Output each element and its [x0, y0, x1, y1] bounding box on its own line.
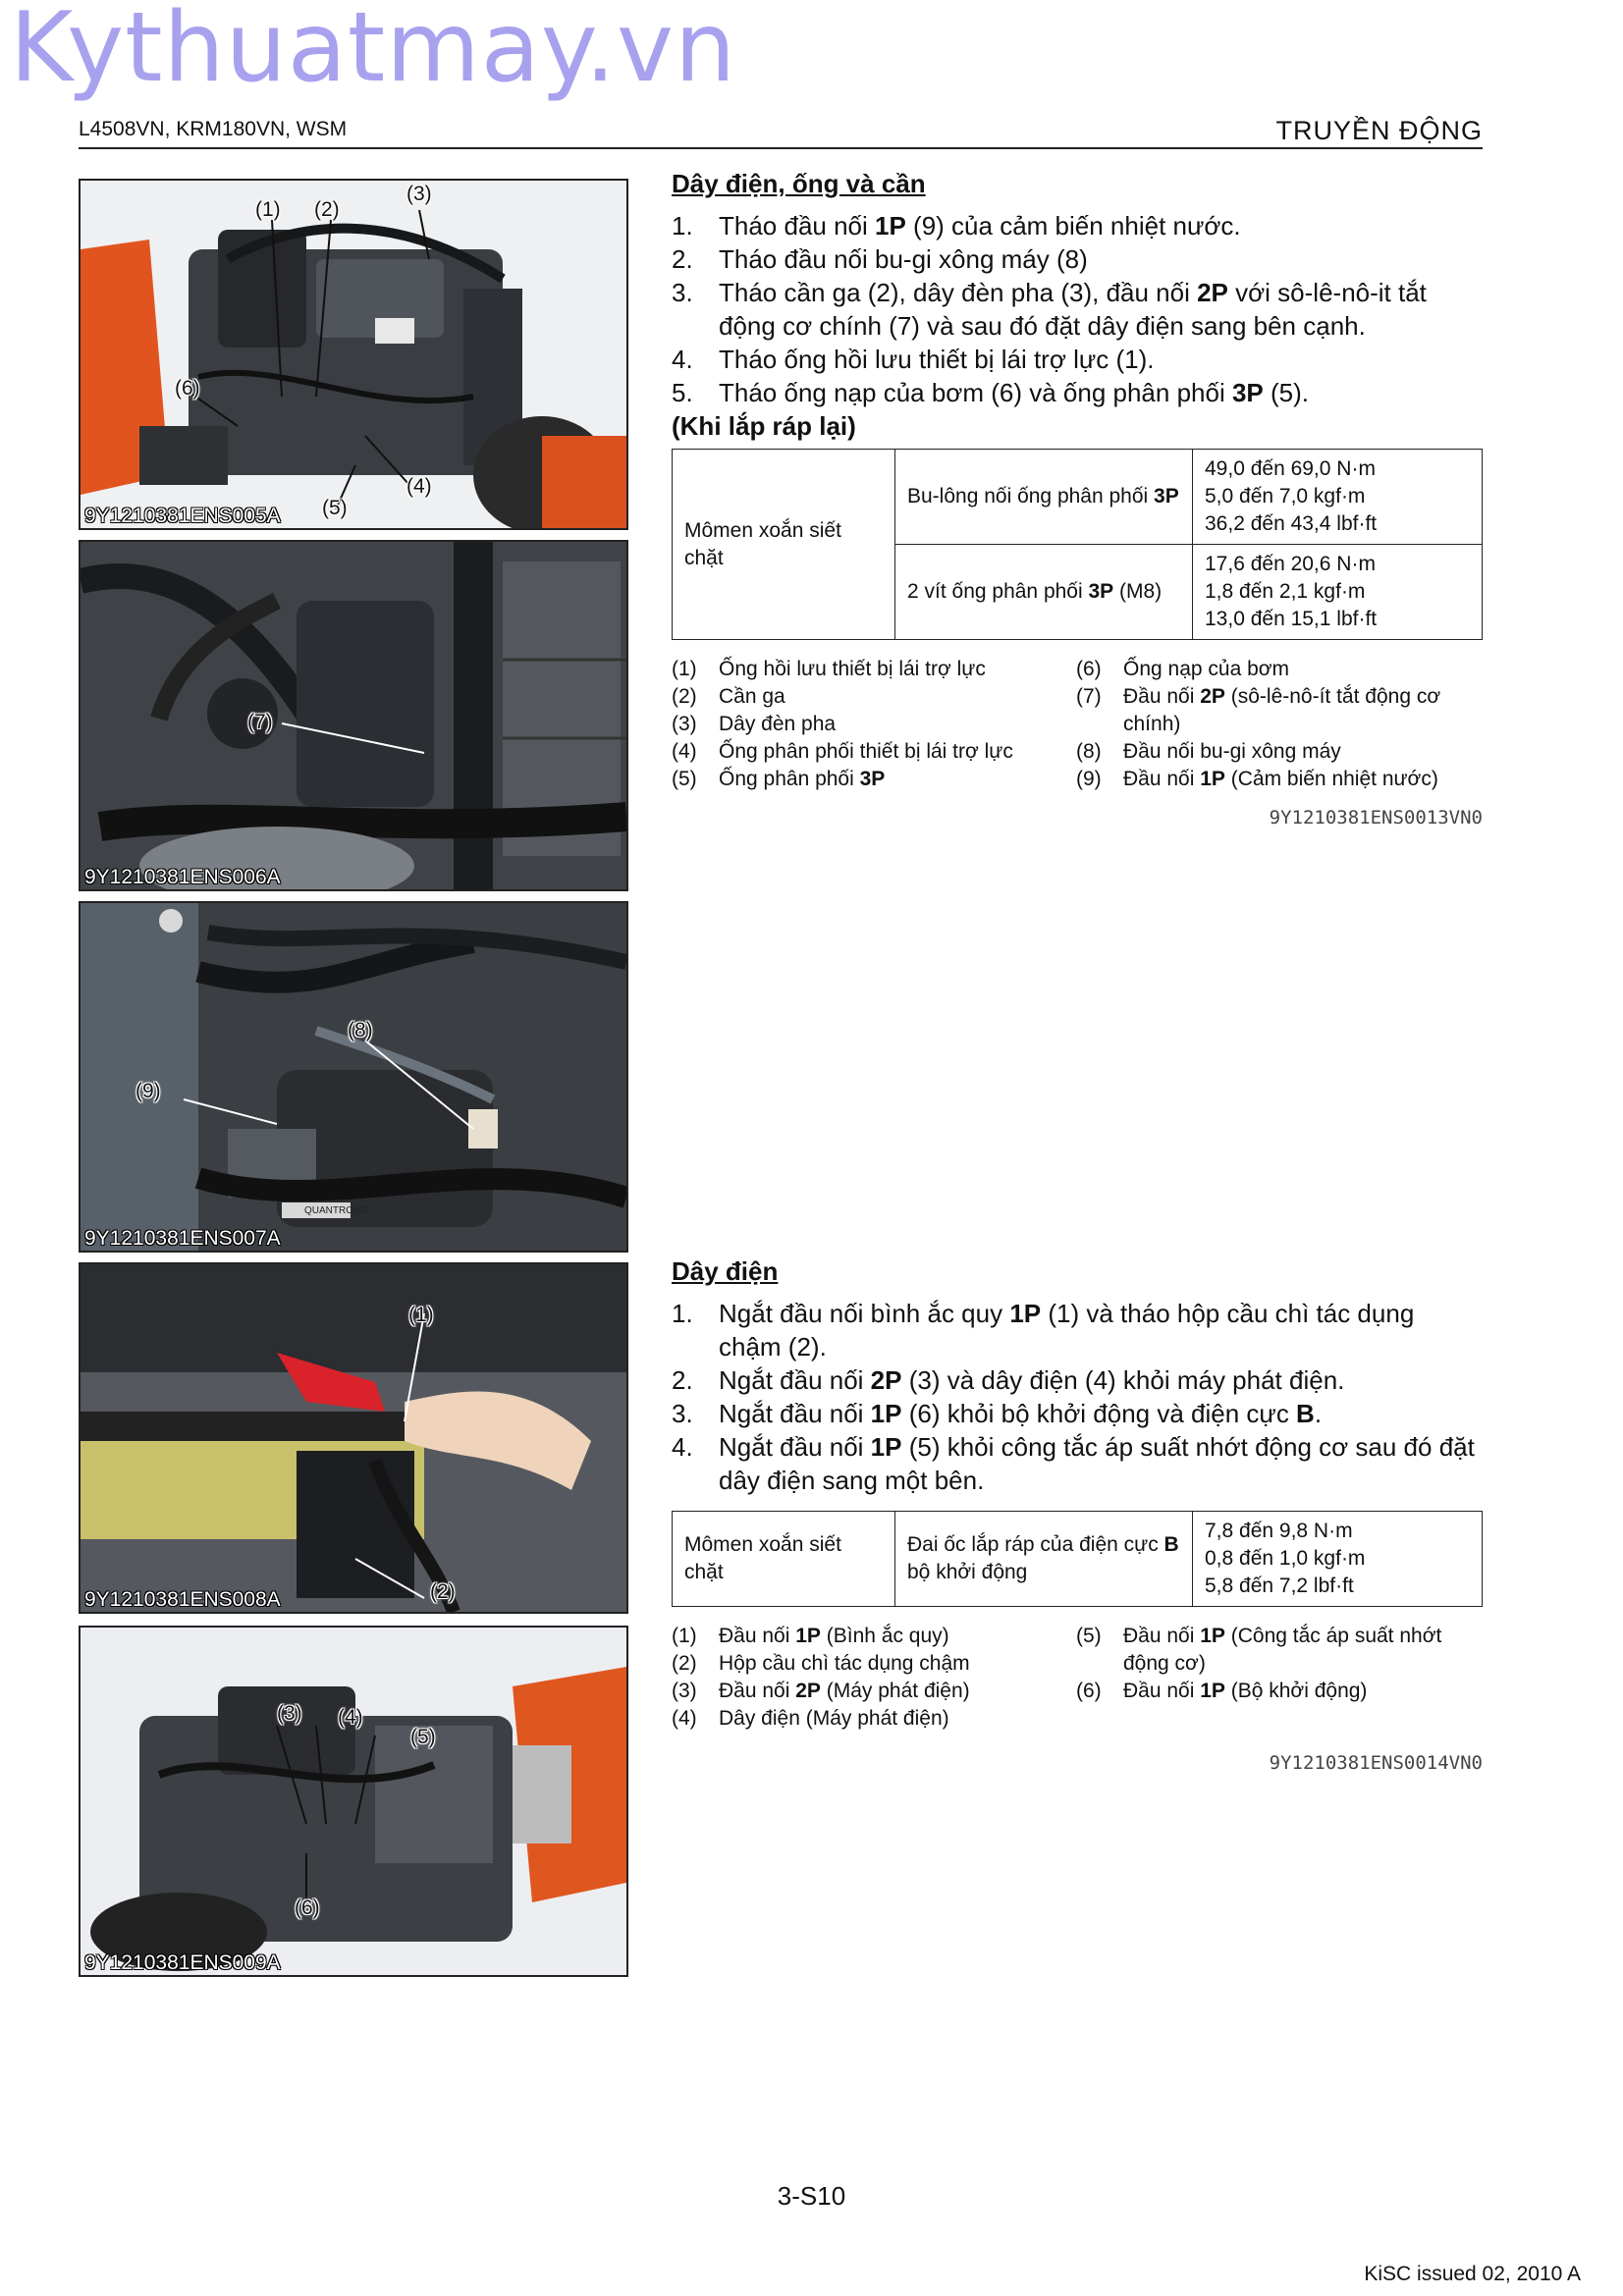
step: 2. Tháo đầu nối bu-gi xông máy (8) [672, 244, 1088, 274]
section-title: Dây điện [672, 1256, 779, 1286]
callout-7: (7) [247, 711, 273, 733]
torque-item: Bu-lông nối ống phân phối 3P [895, 450, 1193, 545]
header-chapter: TRUYỀN ĐỘNG [1275, 116, 1483, 145]
photo-id: 9Y1210381ENS005A [84, 505, 281, 527]
step: 2. Ngắt đầu nối 2P (3) và dây điện (4) khỏi máy phát điện. [672, 1365, 1345, 1395]
section-wiring [672, 1256, 1483, 1774]
legend-item: (5) Đầu nối 1P (Công tắc áp suất nhớt động cơ) [1076, 1625, 1442, 1675]
section-title: Dây điện, ống và cần [672, 169, 926, 198]
section-code: 9Y1210381ENS0013VN0 [1269, 807, 1483, 828]
step: 4. Ngắt đầu nối 1P (5) khỏi công tắc áp suất nhớt động cơ sau đó đặt dây điện sang một bên. [672, 1432, 1475, 1495]
section-wiring-hoses-levers [672, 169, 1483, 828]
header-rule [79, 147, 1483, 149]
callout-3: (3) [277, 1702, 302, 1725]
photo-id: 9Y1210381ENS007A [84, 1227, 281, 1250]
reassembly-heading: (Khi lắp ráp lại) [672, 411, 856, 441]
callout-2: (2) [314, 198, 340, 221]
callout-1: (1) [255, 198, 281, 221]
legend-item: (7) Đầu nối 2P (sô-lê-nô-ít tắt động cơ chính) [1076, 685, 1441, 735]
torque-table [672, 1511, 1483, 1607]
legend-item: (2) Hộp cầu chì tác dụng chậm [672, 1652, 970, 1675]
section-code: 9Y1210381ENS0014VN0 [1269, 1752, 1483, 1774]
photo-engine-right [79, 1626, 628, 1977]
callout-2: (2) [430, 1580, 456, 1603]
photo-glow-plug [79, 901, 628, 1253]
engine-illustration [81, 181, 626, 528]
step: 5. Tháo ống nạp của bơm (6) và ống phân phối 3P (5). [672, 378, 1310, 407]
glow-plug-illustration [81, 903, 626, 1251]
torque-values: 49,0 đến 69,0 N·m 5,0 đến 7,0 kgf·m 36,2 đến 43,4 lbf·ft [1193, 450, 1483, 545]
photo-id: 9Y1210381ENS008A [84, 1588, 281, 1611]
callout-4: (4) [338, 1706, 363, 1729]
step: 4. Tháo ống hồi lưu thiết bị lái trợ lực (1). [672, 345, 1155, 374]
photo-id: 9Y1210381ENS006A [84, 866, 281, 888]
legend-item: (8) Đầu nối bu-gi xông máy [1076, 740, 1341, 763]
callout-6: (6) [175, 377, 200, 400]
step: 3. Tháo cần ga (2), dây đèn pha (3), đầu nối 2P với sô-lê-nô-it tắt động cơ chính (7) và sau đó đặt dây điện sang bên cạnh. [672, 278, 1427, 341]
legend-item: (2) Cần ga [672, 685, 785, 708]
part-label: QUANTRONG [304, 1205, 368, 1216]
legend-item: (3) Đầu nối 2P (Máy phát điện) [672, 1680, 970, 1702]
callout-9: (9) [135, 1080, 161, 1102]
legend-item: (6) Đầu nối 1P (Bộ khởi động) [1076, 1680, 1368, 1702]
legend-column-right [1076, 1623, 1483, 1733]
photo-battery [79, 1262, 628, 1614]
photo-engine-left [79, 179, 628, 530]
parts-legend [672, 656, 1483, 793]
legend-column-right [1076, 656, 1483, 793]
legend-item: (1) Đầu nối 1P (Bình ắc quy) [672, 1625, 949, 1647]
torque-table [672, 449, 1483, 640]
callout-5: (5) [410, 1726, 436, 1748]
legend-item: (5) Ống phân phối 3P [672, 768, 886, 790]
callout-8: (8) [348, 1019, 373, 1041]
legend-column-left [672, 1623, 1076, 1733]
page-number: 3-S10 [777, 2181, 846, 2211]
legend-item: (1) Ống hồi lưu thiết bị lái trợ lực [672, 658, 986, 680]
legend-item: (3) Dây đèn pha [672, 713, 837, 735]
callout-6: (6) [295, 1896, 320, 1919]
engine-right-illustration [81, 1628, 626, 1975]
legend-item: (4) Dây điện (Máy phát điện) [672, 1707, 949, 1730]
callout-4: (4) [406, 475, 432, 498]
torque-item: 2 vít ống phân phối 3P (M8) [895, 545, 1193, 640]
legend-item: (6) Ống nạp của bơm [1076, 658, 1290, 680]
callout-1: (1) [408, 1304, 434, 1326]
torque-item: Đai ốc lắp ráp của điện cực B bộ khởi động [895, 1512, 1193, 1607]
photo-id: 9Y1210381ENS009A [84, 1951, 281, 1974]
legend-item: (4) Ống phân phối thiết bị lái trợ lực [672, 740, 1013, 763]
issue-footer: KiSC issued 02, 2010 A [1364, 2263, 1581, 2285]
torque-label: Mômen xoắn siết chặt [673, 1512, 895, 1607]
header-model: L4508VN, KRM180VN, WSM [79, 118, 348, 140]
watermark: Kythuatmay.vn [10, 0, 737, 104]
torque-values: 7,8 đến 9,8 N·m 0,8 đến 1,0 kgf·m 5,8 đến 7,2 lbf·ft [1193, 1512, 1483, 1607]
step: 3. Ngắt đầu nối 1P (6) khỏi bộ khởi động và điện cực B. [672, 1399, 1323, 1428]
torque-label: Mômen xoắn siết chặt [673, 450, 895, 640]
steps-list [672, 209, 1483, 409]
legend-item: (9) Đầu nối 1P (Cảm biến nhiệt nước) [1076, 768, 1438, 790]
steps-list [672, 1297, 1483, 1497]
legend-column-left [672, 656, 1076, 793]
step: 1. Ngắt đầu nối bình ắc quy 1P (1) và tháo hộp cầu chì tác dụng chậm (2). [672, 1299, 1415, 1362]
torque-values: 17,6 đến 20,6 N·m 1,8 đến 2,1 kgf·m 13,0 đến 15,1 lbf·ft [1193, 545, 1483, 640]
callout-5: (5) [322, 497, 348, 519]
engine-detail-illustration [81, 542, 626, 889]
step: 1. Tháo đầu nối 1P (9) của cảm biến nhiệt nước. [672, 211, 1241, 240]
battery-illustration [81, 1264, 626, 1612]
photo-engine-detail [79, 540, 628, 891]
callout-3: (3) [406, 183, 432, 205]
parts-legend [672, 1623, 1483, 1733]
